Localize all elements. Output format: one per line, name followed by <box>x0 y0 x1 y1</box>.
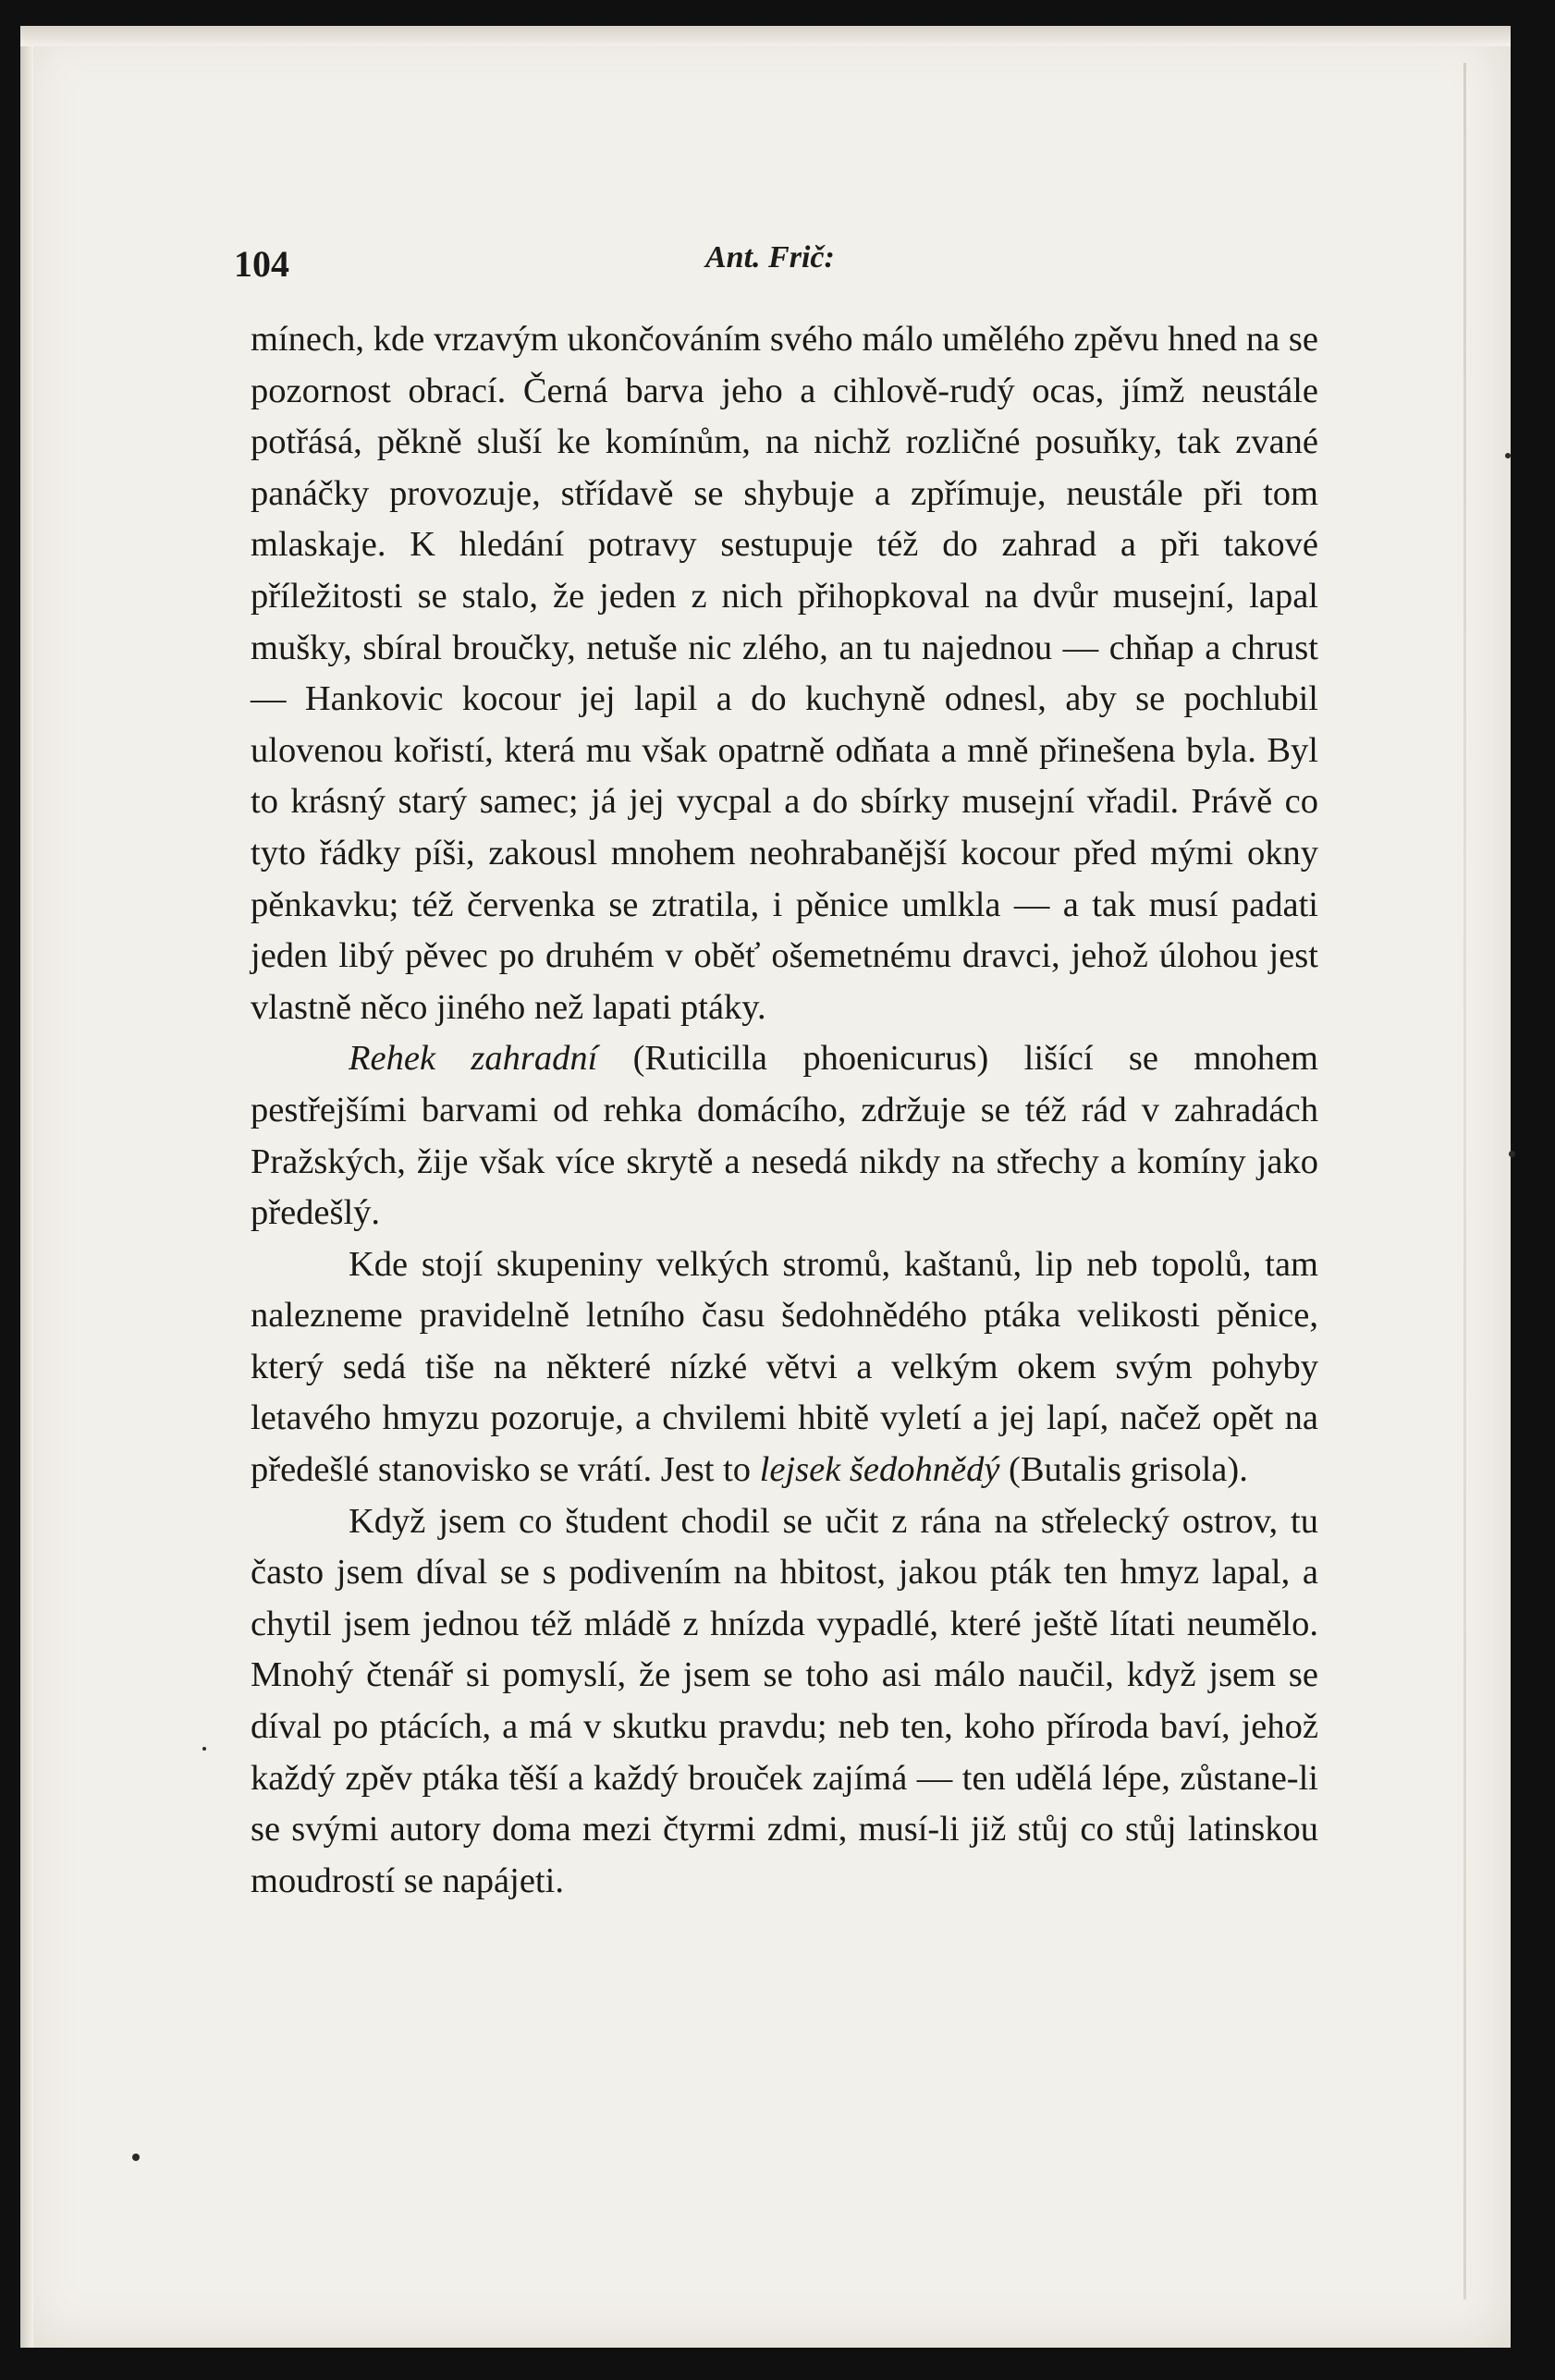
dust-speck <box>1505 453 1511 458</box>
dust-speck <box>202 1747 206 1751</box>
paragraph-text-after: (Butalis grisola). <box>999 1450 1248 1490</box>
paragraph-text: Když jsem co študent chodil se učit z rána na střelecký ostrov, tu často jsem díval se s podivením na hbitost, jakou pták ten hmyz lapal, a chytil jsem jednou též mládě z hnízda vypadlé, které ještě lítati neumělo. Mnohý čtenář si pomyslí, že jsem se toho asi málo naučil, když jsem se díval po ptácích, a má v skutku pravdu; neb ten, koho příroda baví, jehož každý zpěv ptáka těší a každý brouček zajímá — ten udělá lépe, zůstane-li se svými autory doma mezi čtyrmi zdmi, musí-li již stůj co stůj latinskou moudrostí se napájeti. <box>251 1501 1318 1900</box>
dust-speck <box>1509 1151 1515 1157</box>
species-name-italic: lejsek šedohnědý <box>759 1450 1000 1490</box>
paragraph-continued <box>251 314 1318 1033</box>
page-top-shadow <box>20 26 1511 46</box>
paragraph-text: Kde stojí skupeniny velkých stromů, kaštanů, lip neb topolů, tam nalezneme pravidelně letního času šedohnědého ptáka velikosti pěnice, který sedá tiše na některé nízké větvi a velkým okem svým pohyby letavého hmyzu pozoruje, a chvilemi hbitě vyletí a jej lapí, načež opět na předešlé stanovisko se vrátí. Jest to <box>251 1244 1318 1490</box>
page-edge-shadow <box>20 26 33 2348</box>
species-name-italic: Rehek zahradní <box>349 1039 598 1079</box>
paragraph-rehek <box>251 1033 1318 1239</box>
dust-speck <box>132 2154 140 2161</box>
page-header <box>234 214 1316 285</box>
paragraph-text: (Ruticilla phoenicurus) lišící se mnohem pestřejšími barvami od rehka domácího, zdržuje se též rád v zahradách Pražských, žije však více skrytě a nesedá nikdy na střechy a komíny jako předešlý. <box>251 1039 1318 1233</box>
page-fold-line <box>1463 63 1466 2300</box>
page-number: 104 <box>234 243 289 285</box>
body-text <box>251 314 1318 1907</box>
paragraph-lejsek <box>251 1239 1318 1496</box>
running-head: Ant. Frič: <box>705 240 835 275</box>
paragraph-text: mínech, kde vrzavým ukončováním svého málo umělého zpěvu hned na se pozornost obrací. Černá barva jeho a cihlově-rudý ocas, jímž neustále potřásá, pěkně sluší ke komínům, na nichž rozličné posuňky, tak zvané panáčky provozuje, střídavě se shybuje a zpřímuje, neustále při tom mlaskaje. K hledání potravy sestupuje též do zahrad a při takové příležitosti se stalo, že jeden z nich přihopkoval na dvůr musejní, lapal mušky, sbíral broučky, netuše nic zlého, an tu najednou — chňap a chrust — Hankovic kocour jej lapil a do kuchyně odnesl, aby se pochlubil ulovenou kořistí, která mu však opatrně odňata a mně přinešena byla. Byl to krásný starý samec; já jej vycpal a do sbírky musejní vřadil. Právě co tyto řádky píši, zakousl mnohem neohrabanější kocour před mými okny pěnkavku; též červenka se ztratila, i pěnice umlkla — a tak musí padati jeden libý pěvec po druhém v oběť ošemetnému dravci, jehož úlohou jest vlastně něco jiného než lapati ptáky. <box>251 320 1318 1027</box>
paragraph-student <box>251 1496 1318 1908</box>
